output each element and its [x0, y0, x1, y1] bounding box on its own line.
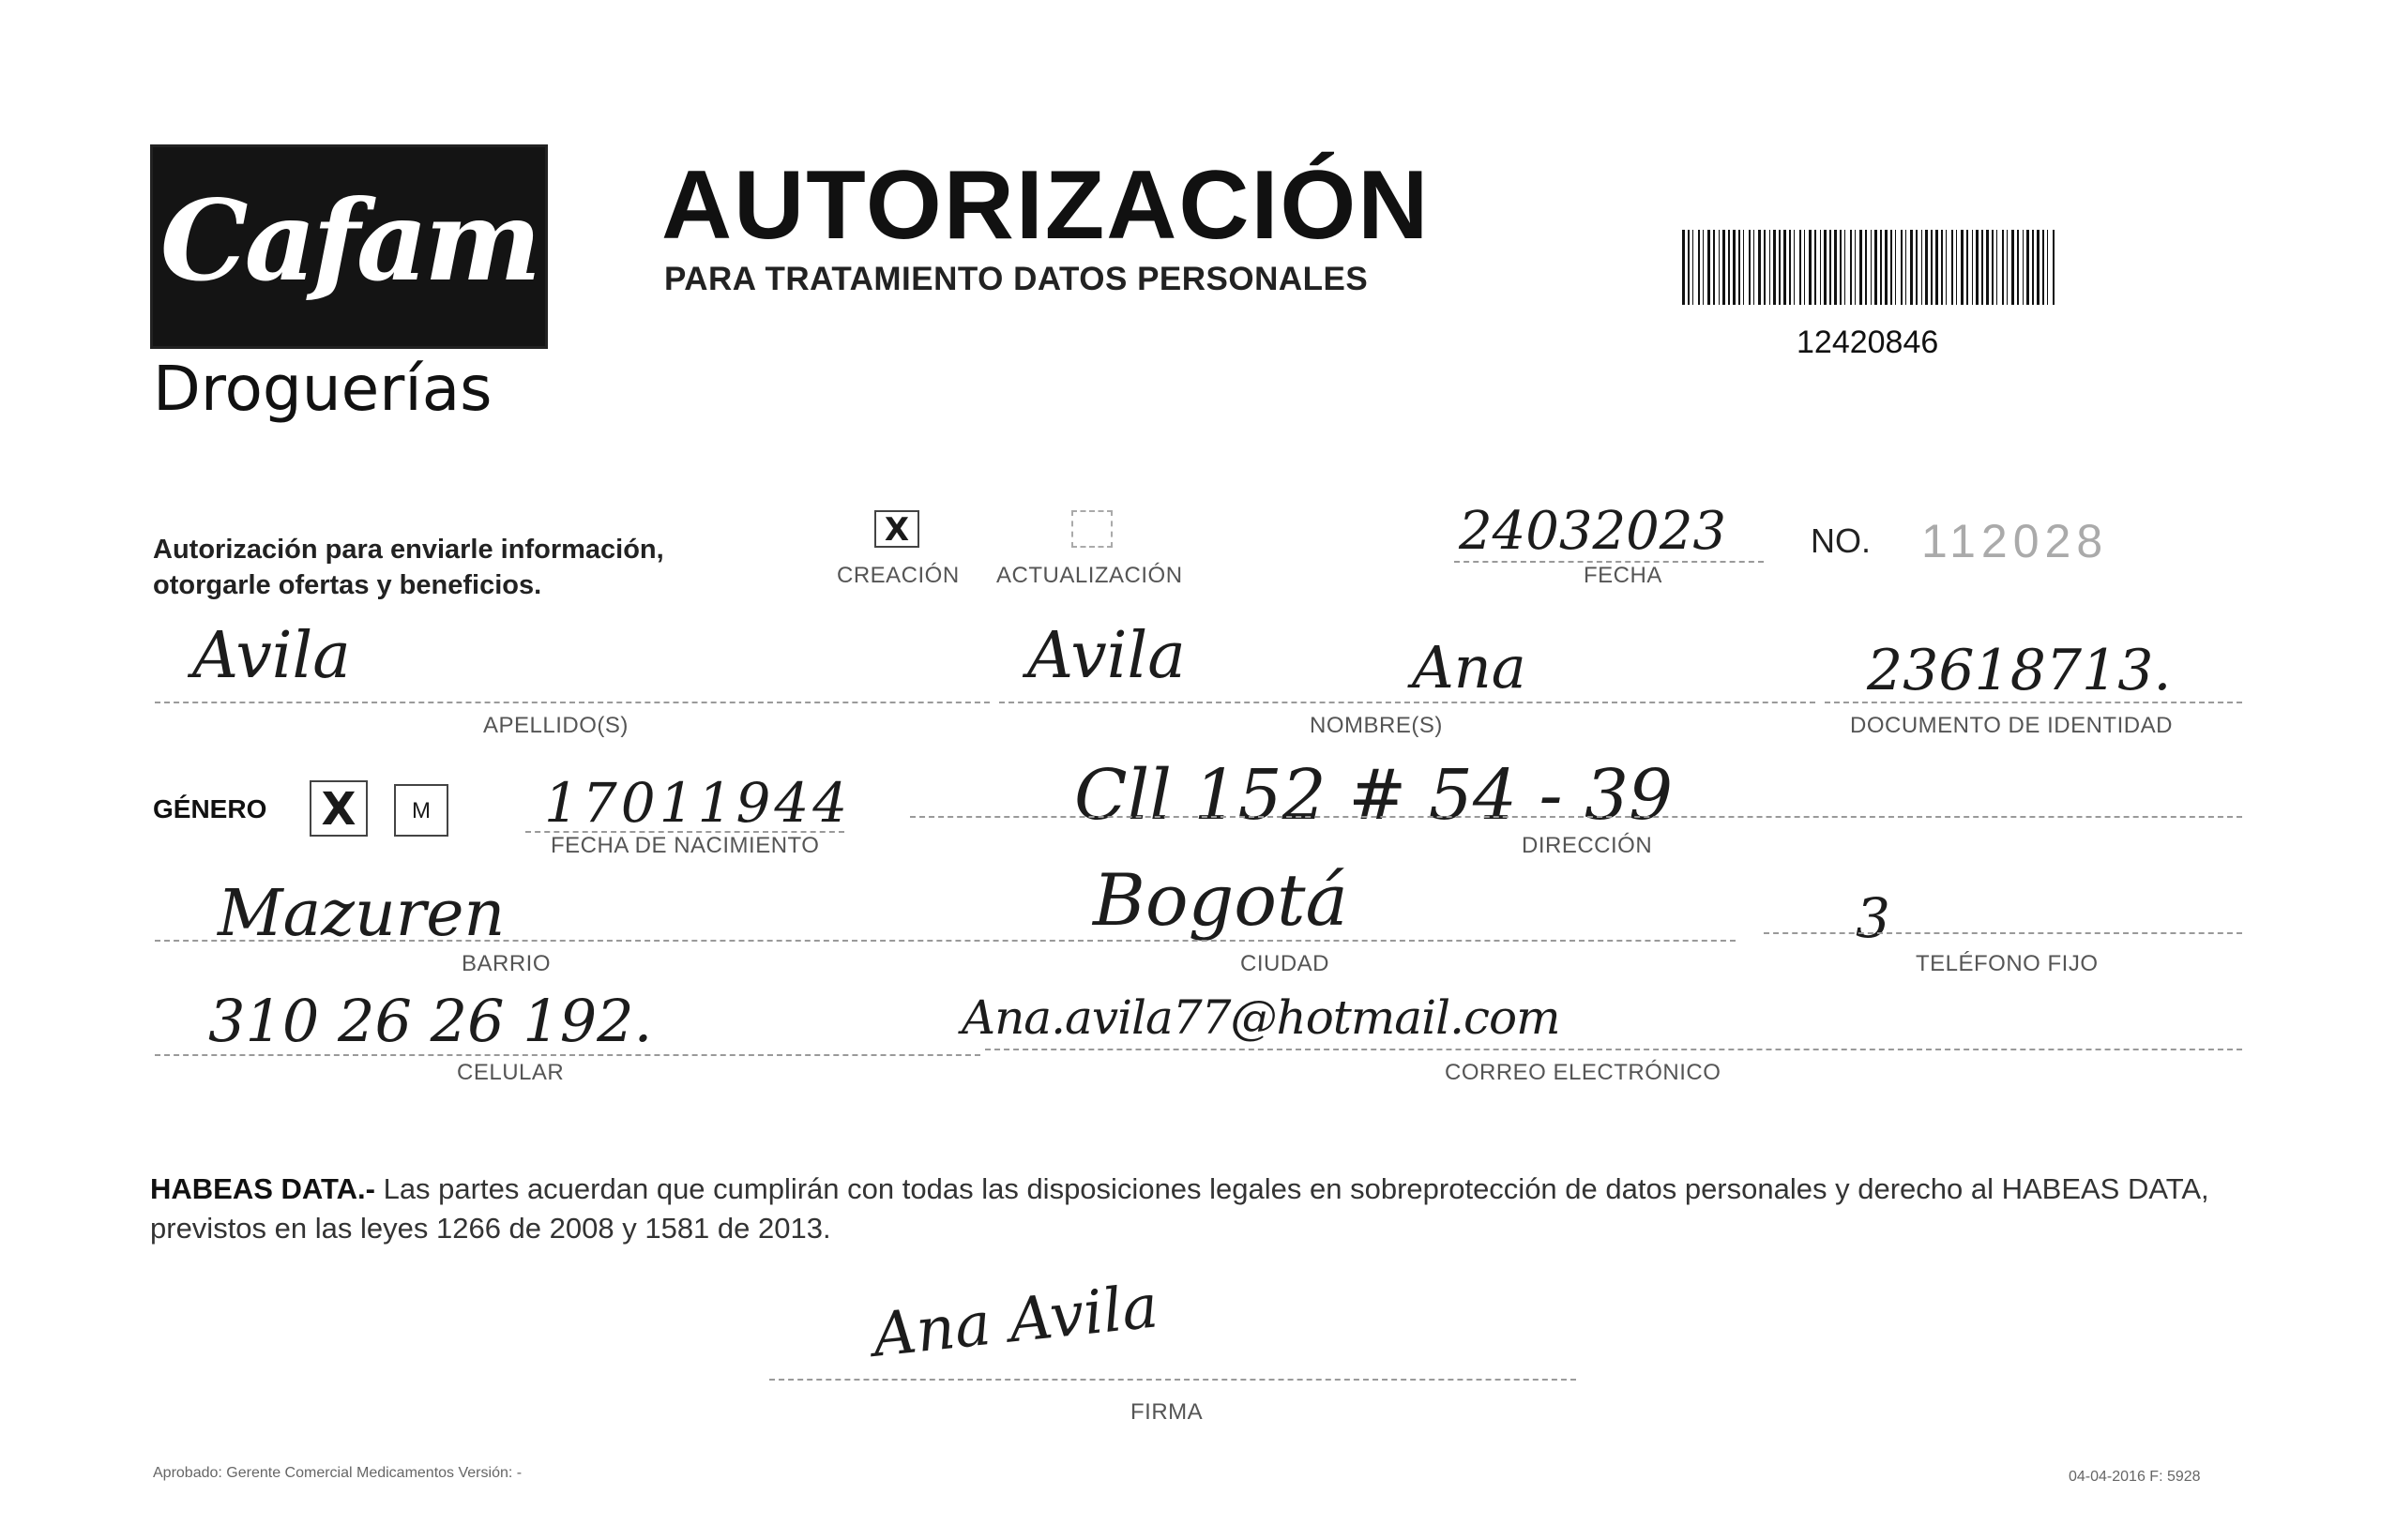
- telefono-label: TELÉFONO FIJO: [1916, 951, 2099, 976]
- number-value: 112028: [1921, 515, 2109, 567]
- date-label: FECHA: [1584, 563, 1662, 588]
- barcode-bar: [1698, 230, 1700, 305]
- barcode-bar: [2011, 230, 2014, 305]
- barcode-bar: [2047, 230, 2048, 305]
- barcode-number: 12420846: [1797, 325, 1939, 360]
- barcode-bar: [1925, 230, 1928, 305]
- barcode-bar: [1814, 230, 1816, 305]
- barcode-bar: [1789, 230, 1791, 305]
- barcode-bar: [2023, 230, 2024, 305]
- barcode-bar: [1996, 230, 1997, 305]
- barcode-bar: [1783, 230, 1786, 305]
- telefono-value[interactable]: 3: [1856, 886, 1890, 950]
- barcode-bar: [1880, 230, 1882, 305]
- barcode-bar: [1743, 230, 1744, 305]
- habeas-heading: HABEAS DATA.-: [150, 1172, 375, 1205]
- nacimiento-label: FECHA DE NACIMIENTO: [551, 833, 820, 858]
- barcode-bar: [1871, 230, 1872, 305]
- barcode-bar: [1931, 230, 1933, 305]
- barcode-bar: [1986, 230, 1989, 305]
- barcode-bar: [1719, 230, 1720, 305]
- barcode-bar: [1834, 230, 1837, 305]
- barcode-bar: [1865, 230, 1867, 305]
- barcode-bar: [1855, 230, 1856, 305]
- celular-label: CELULAR: [457, 1060, 565, 1085]
- logo-subtitle: Droguerías: [153, 353, 493, 425]
- barcode: [1682, 230, 2062, 305]
- direccion-line: [910, 816, 2242, 818]
- barcode-bar: [1961, 230, 1964, 305]
- barcode-bar: [1758, 230, 1761, 305]
- date-value: 24032023: [1459, 501, 1727, 562]
- documento-line: [1825, 702, 2242, 703]
- genero-f-checkbox[interactable]: X: [310, 780, 368, 837]
- correo-line: [985, 1049, 2242, 1050]
- barcode-bar: [1916, 230, 1918, 305]
- creation-label: CREACIÓN: [837, 563, 960, 588]
- ciudad-value[interactable]: Bogotá: [1093, 858, 1348, 942]
- barcode-bar: [1946, 230, 1947, 305]
- barcode-bar: [1981, 230, 1983, 305]
- intro-line-2: otorgarle ofertas y beneficios.: [153, 570, 542, 600]
- signature-value: Ana Avila: [869, 1272, 1161, 1371]
- update-label: ACTUALIZACIÓN: [996, 563, 1183, 588]
- barcode-bar: [1824, 230, 1827, 305]
- barcode-bar: [2032, 230, 2034, 305]
- nombre-line: [999, 702, 1815, 703]
- direccion-label: DIRECCIÓN: [1522, 833, 1653, 858]
- barcode-bar: [1951, 230, 1953, 305]
- barcode-bar: [1749, 230, 1751, 305]
- nombre-value-1[interactable]: Avila: [1027, 619, 1186, 693]
- apellido-label: APELLIDO(S): [483, 713, 629, 738]
- barcode-bar: [1966, 230, 1968, 305]
- barcode-bar: [1692, 230, 1693, 305]
- cafam-logo: [150, 144, 548, 349]
- form-title: AUTORIZACIÓN: [661, 151, 1431, 260]
- update-checkbox[interactable]: [1071, 510, 1113, 548]
- barcode-bar: [1905, 230, 1906, 305]
- barcode-bar: [1935, 230, 1938, 305]
- barrio-line: [155, 940, 1093, 942]
- apellido-value[interactable]: Avila: [192, 619, 351, 693]
- barcode-bar: [1890, 230, 1892, 305]
- barcode-bar: [2053, 230, 2055, 305]
- barcode-bar: [1844, 230, 1845, 305]
- barcode-bar: [2042, 230, 2044, 305]
- barcode-bar: [1773, 230, 1776, 305]
- barcode-bar: [1753, 230, 1754, 305]
- barcode-bar: [1829, 230, 1831, 305]
- barcode-bar: [2017, 230, 2019, 305]
- barcode-bar: [1682, 230, 1685, 305]
- barcode-bar: [1941, 230, 1943, 305]
- barcode-bar: [1956, 230, 1957, 305]
- creation-checkbox[interactable]: X: [874, 510, 919, 548]
- barcode-bar: [1820, 230, 1821, 305]
- barcode-bar: [1703, 230, 1704, 305]
- barcode-bar: [1976, 230, 1979, 305]
- celular-value[interactable]: 310 26 26 192.: [208, 987, 653, 1055]
- habeas-data-paragraph: [150, 1170, 2252, 1248]
- nombre-value-2[interactable]: Ana: [1412, 633, 1526, 702]
- number-label: NO.: [1811, 521, 1872, 560]
- genero-m-checkbox[interactable]: M: [394, 784, 448, 837]
- barrio-label: BARRIO: [462, 951, 552, 976]
- footer-approval: Aprobado: Gerente Comercial Medicamentos Versión: -: [153, 1465, 523, 1481]
- barcode-bar: [1972, 230, 1973, 305]
- barcode-bar: [1804, 230, 1805, 305]
- barcode-bar: [1885, 230, 1888, 305]
- signature-label: FIRMA: [1130, 1399, 1204, 1425]
- barcode-bar: [1859, 230, 1862, 305]
- form-subtitle: PARA TRATAMIENTO DATOS PERSONALES: [664, 261, 1369, 297]
- barcode-bar: [2007, 230, 2008, 305]
- barcode-bar: [1921, 230, 1922, 305]
- barcode-bar: [1794, 230, 1795, 305]
- barcode-bar: [1728, 230, 1730, 305]
- barcode-bar: [1809, 230, 1812, 305]
- barcode-bar: [1850, 230, 1852, 305]
- documento-value[interactable]: 23618713.: [1867, 638, 2172, 703]
- barcode-bar: [1713, 230, 1715, 305]
- barcode-bar: [1799, 230, 1801, 305]
- celular-line: [155, 1054, 980, 1056]
- barcode-bar: [1707, 230, 1710, 305]
- barcode-bar: [1895, 230, 1896, 305]
- ciudad-label: CIUDAD: [1240, 951, 1330, 976]
- barrio-value[interactable]: Mazuren: [218, 877, 506, 951]
- barcode-bar: [1779, 230, 1781, 305]
- barcode-bar: [1901, 230, 1903, 305]
- signature-line: [769, 1379, 1576, 1381]
- barcode-bar: [1992, 230, 1994, 305]
- nombre-label: NOMBRE(S): [1310, 713, 1443, 738]
- telefono-line: [1764, 932, 2242, 934]
- footer-version: 04-04-2016 F: 5928: [2069, 1469, 2201, 1485]
- direccion-value[interactable]: Cll 152 # 54 - 39: [1074, 755, 1674, 836]
- barcode-bar: [1769, 230, 1770, 305]
- barcode-bar: [1874, 230, 1877, 305]
- barcode-bar: [2002, 230, 2004, 305]
- correo-label: CORREO ELECTRÓNICO: [1445, 1060, 1721, 1085]
- logo-wordmark: Cafam: [159, 175, 538, 306]
- barcode-bar: [2026, 230, 2029, 305]
- correo-value[interactable]: Ana.avila77@hotmail.com: [962, 990, 1560, 1045]
- barcode-bar: [1764, 230, 1766, 305]
- authorization-intro: [153, 532, 664, 603]
- barcode-bar: [1910, 230, 1913, 305]
- genero-label: GÉNERO: [153, 794, 267, 823]
- documento-label: DOCUMENTO DE IDENTIDAD: [1850, 713, 2173, 738]
- barcode-bar: [1840, 230, 1842, 305]
- apellido-line: [155, 702, 990, 703]
- barcode-bar: [1738, 230, 1740, 305]
- habeas-text: Las partes acuerdan que cumplirán con todas las disposiciones legales en sobreprotección de datos personales y derecho al HABEAS DATA, previstos en las leyes 1266 de 2008 y 1581 de 2013.: [150, 1172, 2209, 1245]
- barcode-bar: [1688, 230, 1690, 305]
- barcode-bar: [2037, 230, 2040, 305]
- barcode-bar: [1722, 230, 1725, 305]
- ciudad-line: [1098, 940, 1736, 942]
- intro-line-1: Autorización para enviarle información,: [153, 535, 664, 565]
- barcode-bar: [1733, 230, 1736, 305]
- nacimiento-value[interactable]: 17011944: [544, 771, 852, 835]
